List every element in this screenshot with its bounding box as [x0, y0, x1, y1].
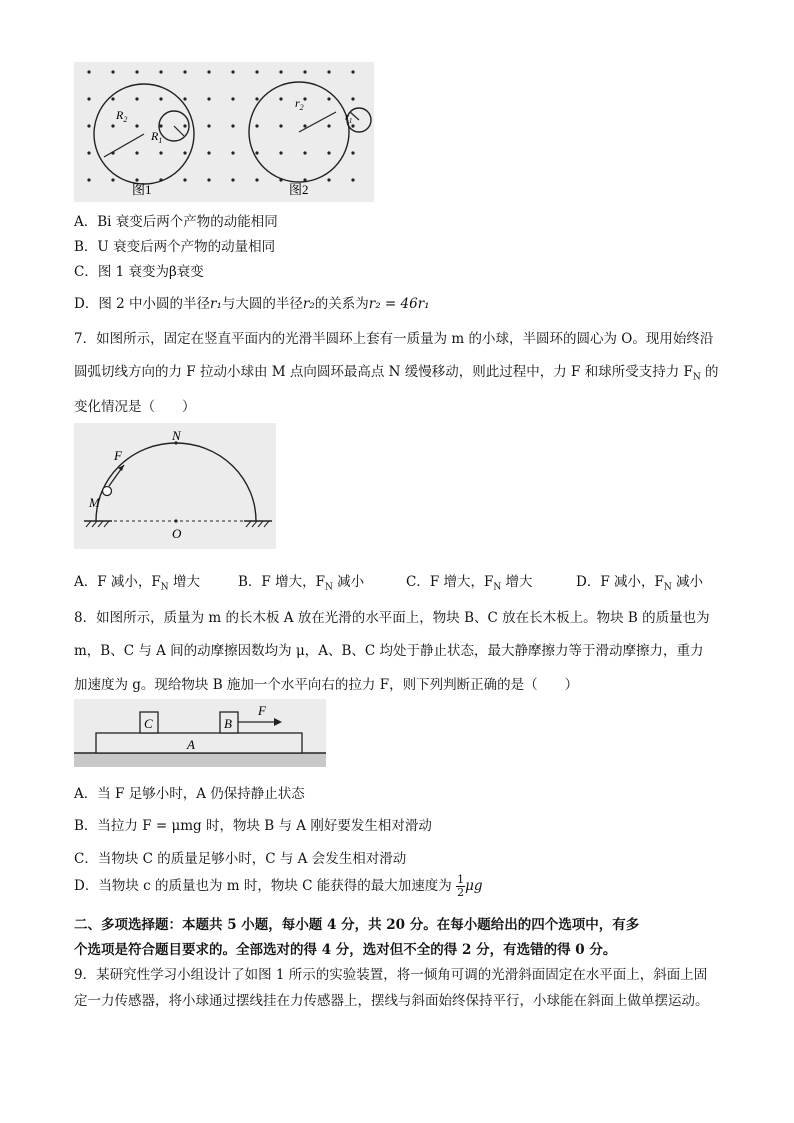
- q6-option-a: A．Bi 衰变后两个产物的动能相同: [74, 214, 278, 230]
- field-dot: [255, 70, 258, 73]
- label-B: B: [224, 716, 232, 731]
- q7-option-a: A．F 减小，$F_N$ 增大: [74, 574, 200, 593]
- field-dot: [135, 124, 138, 127]
- semicircle-svg: [74, 423, 276, 549]
- label-O: O: [172, 526, 182, 541]
- field-dot: [111, 97, 114, 100]
- field-dot: [303, 124, 306, 127]
- board-blocks-svg: [74, 699, 326, 767]
- label-A: A: [187, 737, 195, 752]
- field-dot: [135, 70, 138, 73]
- field-dot: [327, 178, 330, 181]
- field-dot: [183, 151, 186, 154]
- fraction-one-half: $\frac{1}{2}$: [457, 873, 465, 899]
- field-dot: [351, 151, 354, 154]
- board-A: [96, 733, 302, 753]
- field-dot: [255, 151, 258, 154]
- field-dot: [87, 178, 90, 181]
- center-point: [174, 519, 177, 522]
- q8-option-d: D．当物块 c 的质量也为 m 时，物块 C 能获得的最大加速度为 $\frac{1}{2}$ μg: [74, 873, 483, 899]
- field-dot: [159, 70, 162, 73]
- field-dot: [327, 70, 330, 73]
- pull-force-arrowhead: [274, 718, 282, 726]
- field-dot: [279, 70, 282, 73]
- field-dot: [279, 97, 282, 100]
- field-dot: [159, 97, 162, 100]
- field-dot: [183, 124, 186, 127]
- q7-stem-line3: 变化情况是（ ）: [74, 399, 196, 415]
- field-dot: [87, 151, 90, 154]
- field-dot: [87, 97, 90, 100]
- field-dot: [327, 151, 330, 154]
- semicircle-figure: [74, 423, 276, 549]
- q8-stem-line2: m，B、C 与 A 间的动摩擦因数均为 μ，A、B、C 均处于静止状态，最大静摩擦力等于滑动摩擦力，重力: [74, 643, 704, 659]
- field-dot: [87, 70, 90, 73]
- label-R2: $R_2$: [116, 108, 128, 124]
- q6-option-c: C．图 1 衰变为β衰变: [74, 264, 204, 280]
- field-dot: [351, 178, 354, 181]
- label-R1: $R_1$: [151, 129, 163, 145]
- section2-heading-line2: 个选项是符合题目要求的。全部选对的得 4 分，选对但不全的得 2 分，有选错的得 0 分。: [74, 942, 617, 958]
- field-dot: [327, 124, 330, 127]
- q6-option-d-mid2: 的关系为: [314, 296, 369, 312]
- q7-option-c: C．F 增大，$F_N$ 增大: [406, 574, 533, 593]
- q8-stem-line3: 加速度为 g。现给物块 B 施加一个水平向右的拉力 F，则下列判断正确的是（ ）: [74, 677, 579, 693]
- board-blocks-figure: [74, 699, 326, 767]
- label-F: F: [258, 703, 266, 718]
- field-dot: [207, 97, 210, 100]
- ground-strip: [74, 753, 326, 767]
- field-dot: [231, 124, 234, 127]
- small-ball: [103, 487, 112, 496]
- caption-fig2: 图2: [289, 182, 309, 197]
- field-dot: [207, 151, 210, 154]
- field-dot: [159, 124, 162, 127]
- q6-option-d: [74, 292, 430, 312]
- q9-stem-line1: 9．某研究性学习小组设计了如图 1 所示的实验装置，将一倾角可调的光滑斜面固定在水平面上，斜面上固: [74, 967, 708, 983]
- field-dot: [207, 178, 210, 181]
- label-C: C: [144, 716, 153, 731]
- field-dot: [231, 70, 234, 73]
- field-dot: [111, 70, 114, 73]
- field-dot: [183, 70, 186, 73]
- field-dot: [351, 97, 354, 100]
- q6-r1: r₁: [210, 296, 222, 312]
- caption-fig1: 图1: [132, 182, 152, 197]
- decay-track-svg: [74, 62, 374, 202]
- label-r2: $r_2$: [295, 96, 304, 112]
- q9-stem-line2: 定一力传感器，将小球通过摆线挂在力传感器上，摆线与斜面始终保持平行，小球能在斜面上做单摆运动。: [74, 993, 709, 1009]
- q8-option-c: C．当物块 C 的质量足够小时，C 与 A 会发生相对滑动: [74, 851, 407, 867]
- q6-option-d-equation: r₂ = 46r₁: [368, 296, 430, 312]
- field-dot: [279, 124, 282, 127]
- field-dot: [159, 151, 162, 154]
- label-F: F: [114, 448, 122, 463]
- q6-option-b: B．U 衰变后两个产物的动量相同: [74, 239, 276, 255]
- decay-track-figure: [74, 62, 374, 202]
- q8-option-a: A．当 F 足够小时，A 仍保持静止状态: [74, 786, 305, 802]
- field-dot: [255, 178, 258, 181]
- field-dot: [255, 124, 258, 127]
- field-dot: [303, 70, 306, 73]
- label-r1: $r_1$: [345, 112, 353, 125]
- field-dot: [351, 70, 354, 73]
- q8-option-b: B．当拉力 F = μmg 时，物块 B 与 A 刚好要发生相对滑动: [74, 818, 432, 834]
- field-dot: [279, 151, 282, 154]
- field-dot: [135, 97, 138, 100]
- field-dot: [303, 151, 306, 154]
- field-dot: [111, 178, 114, 181]
- field-dot: [87, 124, 90, 127]
- radius-R1: [174, 126, 184, 136]
- field-dot: [183, 178, 186, 181]
- field-dot: [135, 151, 138, 154]
- field-dot: [231, 151, 234, 154]
- radius-r2: [299, 112, 336, 132]
- q7-option-b: B．F 增大，$F_N$ 减小: [238, 574, 365, 593]
- field-dot: [183, 97, 186, 100]
- field-dot: [111, 124, 114, 127]
- q7-stem-line1: 7．如图所示，固定在竖直平面内的光滑半圆环上套有一质量为 m 的小球，半圆环的圆心为 O。现用始终沿: [74, 331, 714, 347]
- field-dot: [231, 97, 234, 100]
- label-N: N: [172, 428, 181, 443]
- q6-r2: r₂: [302, 296, 315, 312]
- q6-option-d-mid1: 与大圆的半径: [221, 296, 303, 312]
- field-dot: [327, 97, 330, 100]
- q7-option-d: D．F 减小，$F_N$ 减小: [576, 574, 704, 593]
- field-dot: [207, 70, 210, 73]
- q7-stem-line2: 圆弧切线方向的力 F 拉动小球由 M 点向圆环最高点 N 缓慢移动，则此过程中，力 F 和球所受支持力 $F_N$ 的: [74, 364, 719, 383]
- q6-option-d-prefix: D．图 2 中小圆的半径: [74, 296, 210, 312]
- label-M: M: [89, 495, 100, 510]
- field-dot: [231, 178, 234, 181]
- section2-heading-line1: 二、多项选择题：本题共 5 小题，每小题 4 分，共 20 分。在每小题给出的四个选项中，有多: [74, 917, 640, 933]
- q8-stem-line1: 8．如图所示，质量为 m 的长木板 A 放在光滑的水平面上，物块 B、C 放在长木板上。物块 B 的质量也为: [74, 610, 710, 626]
- field-dot: [207, 124, 210, 127]
- field-dot: [255, 97, 258, 100]
- field-dot: [303, 97, 306, 100]
